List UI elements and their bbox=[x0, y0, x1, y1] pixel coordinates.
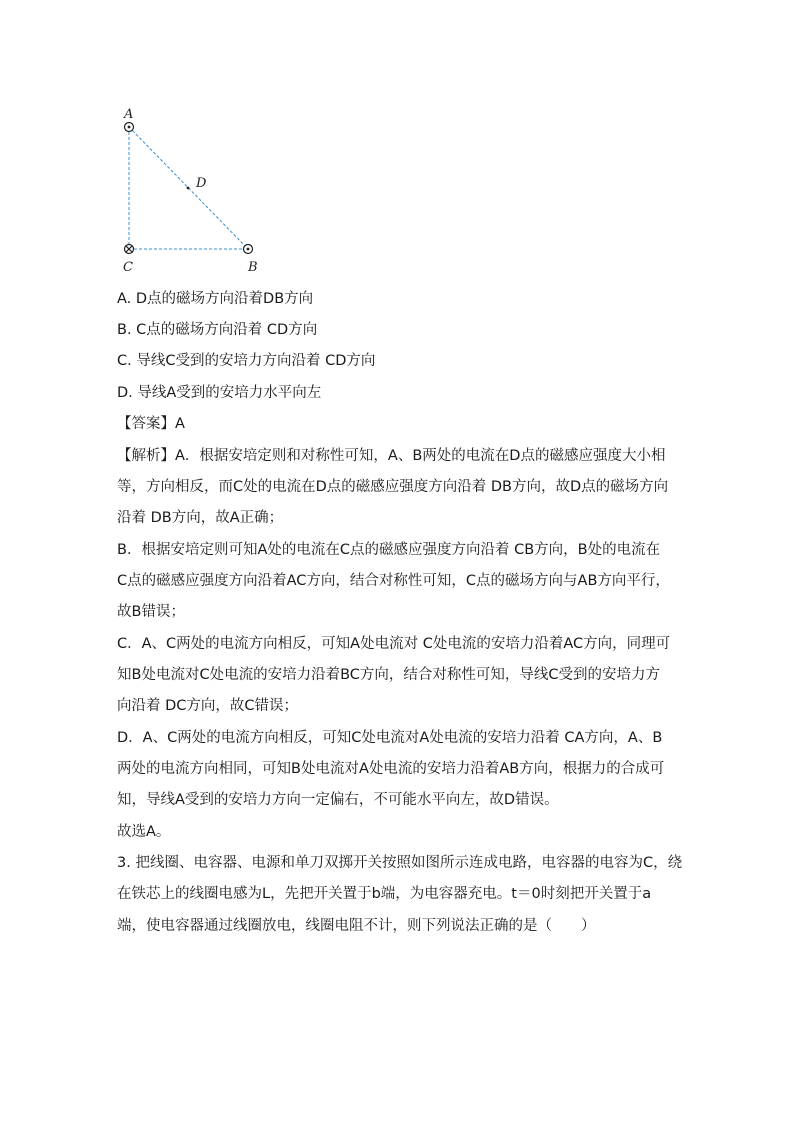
option-d: D. 导线A受到的安培力水平向左 bbox=[117, 385, 322, 401]
analysis-line: 两处的电流方向相同，可知B处电流对A处电流的安培力沿着AB方向，根据力的合成可 bbox=[117, 761, 665, 777]
option-c: C. 导线C受到的安培力方向沿着 CD方向 bbox=[117, 353, 376, 369]
question-3-line: 端，使电容器通过线圈放电，线圈电阻不计，则下列说法正确的是（ ） bbox=[117, 918, 596, 934]
analysis-line: 沿着 DB方向，故A正确； bbox=[117, 510, 284, 526]
analysis-line: 知，导线A受到的安培力方向一定偏右，不可能水平向左，故D错误。 bbox=[117, 792, 559, 808]
question-3-line: 3. 把线圈、电容器、电源和单刀双掷开关按照如图所示连成电路，电容器的电容为C，绕 bbox=[117, 855, 683, 871]
analysis-line: D．A、C两处的电流方向相反，可知C处电流对A处电流的安培力沿着 CA方向，A、B bbox=[117, 730, 663, 746]
analysis-line: 故B错误； bbox=[117, 604, 185, 620]
point-d-dot bbox=[187, 187, 190, 190]
question-3-line: 在铁芯上的线圈电感为L，先把开关置于b端，为电容器充电。t＝0时刻把开关置于a bbox=[117, 886, 652, 902]
analysis-line: C．A、C两处的电流方向相反，可知A处电流对 C处电流的安培力沿着AC方向，同理可 bbox=[117, 636, 671, 652]
wire-b-current-out-icon bbox=[244, 245, 253, 254]
geometry-figure bbox=[110, 100, 280, 280]
analysis-line: 【解析】A．根据安培定则和对称性可知，A、B两处的电流在D点的磁感应强度大小相 bbox=[117, 448, 666, 464]
wire-a-current-out-icon bbox=[125, 123, 134, 132]
analysis-line: 等，方向相反，而C处的电流在D点的磁感应强度方向沿着 DB方向，故D点的磁场方向 bbox=[117, 479, 669, 495]
analysis-line: C点的磁感应强度方向沿着AC方向，结合对称性可知，C点的磁场方向与AB方向平行， bbox=[117, 573, 670, 589]
analysis-line: 知B处电流对C处电流的安培力沿着BC方向，结合对称性可知，导线C受到的安培力方 bbox=[117, 667, 661, 683]
option-a: A. D点的磁场方向沿着DB方向 bbox=[117, 291, 314, 307]
label-d: D bbox=[196, 176, 207, 191]
conclusion-line: 故选A。 bbox=[117, 824, 171, 840]
label-a: A bbox=[124, 107, 134, 122]
analysis-line: B．根据安培定则可知A处的电流在C点的磁感应强度方向沿着 CB方向，B处的电流在 bbox=[117, 542, 661, 558]
label-c: C bbox=[123, 260, 133, 275]
option-b: B. C点的磁场方向沿着 CD方向 bbox=[117, 322, 318, 338]
wire-c-current-in-icon bbox=[125, 245, 134, 254]
label-b: B bbox=[248, 260, 258, 275]
answer-line: 【答案】A bbox=[117, 416, 185, 432]
analysis-line: 向沿着 DC方向，故C错误； bbox=[117, 698, 299, 714]
